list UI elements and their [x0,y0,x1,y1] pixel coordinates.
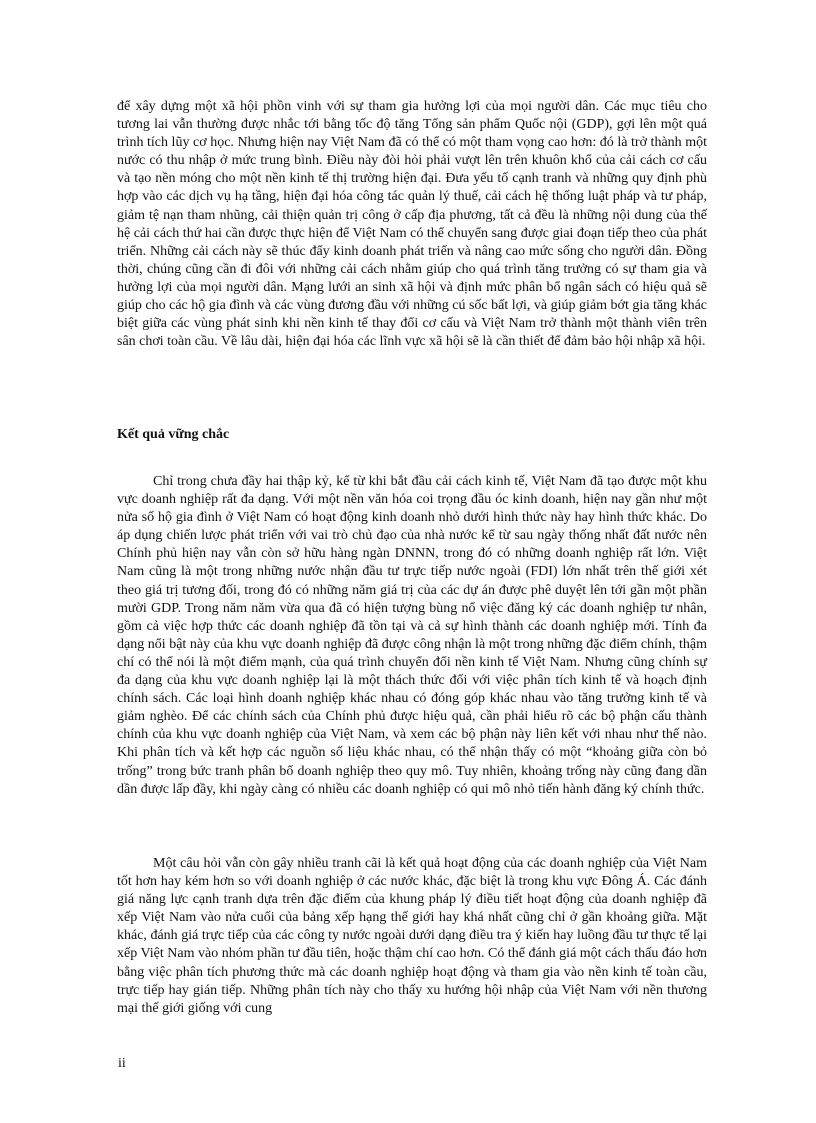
body-paragraph-1: Chỉ trong chưa đầy hai thập kỷ, kể từ khi bắt đầu cải cách kinh tế, Việt Nam đã tạo được một khu vực doanh nghiệp rất đa dạng. Với một nền văn hóa coi trọng đầu óc kinh doanh, hiện nay gần như một nửa số hộ gia đình ở Việt Nam có hoạt động kinh doanh nhỏ dưới hình thức này hay hình thức khác. Do áp dụng chiến lược phát triển với vai trò chủ đạo của nhà nước kể từ sau ngày thống nhất đất nước nên Chính phủ hiện nay vẫn còn sở hữu hàng ngàn DNNN, trong đó có những doanh nghiệp rất lớn. Việt Nam cũng là một trong những nước nhận đầu tư trực tiếp nước ngoài (FDI) lớn nhất trên thế giới xét theo giá trị tương đối, trong đó có những năm giá trị của các dự án được phê duyệt lên tới gần một phần mười GDP. Trong năm năm vừa qua đã có hiện tượng bùng nổ việc đăng ký các doanh nghiệp tư nhân, gồm cả việc hợp thức các doanh nghiệp đã tồn tại và cả sự hình thành các doanh nghiệp mới. Tính đa dạng nổi bật này của khu vực doanh nghiệp đã được công nhận là một trong những đặc điểm chính, thậm chí có thể nói là một điểm mạnh, của quá trình chuyển đổi nền kinh tế Việt Nam. Nhưng cũng chính sự đa dạng của khu vực doanh nghiệp lại là một thách thức đối với việc phân tích kinh tế và hoạch định chính sách. Các loại hình doanh nghiệp khác nhau có đóng góp khác nhau vào tăng trưởng kinh tế và giảm nghèo. Để các chính sách của Chính phủ được hiệu quả, cần phải hiểu rõ các bộ phận cấu thành chính của khu vực doanh nghiệp của Việt Nam, và xem các bộ phận này liên kết với nhau như thế nào. Khi phân tích và kết hợp các nguồn số liệu khác nhau, có thể nhận thấy có một “khoảng giữa còn bỏ trống” trong bức tranh phân bổ doanh nghiệp theo quy mô. Tuy nhiên, khoảng trống này cũng đang dần dần được lấp đầy, khi ngày càng có nhiều các doanh nghiệp có qui mô nhỏ tiến hành đăng ký chính thức. [117,474,707,797]
body-paragraph-2: Một câu hỏi vẫn còn gây nhiều tranh cãi là kết quả hoạt động của các doanh nghiệp của Việt Nam tốt hơn hay kém hơn so với doanh nghiệp ở các nước khác, đặc biệt là trong khu vực Đông Á. Các đánh giá năng lực cạnh tranh dựa trên đặc điểm của khung pháp lý điều tiết hoạt động của doanh nghiệp đã xếp Việt Nam vào nửa cuối của bảng xếp hạng thế giới hay khá nhất cũng chỉ ở gần khoảng giữa. Mặt khác, đánh giá trực tiếp của các công ty nước ngoài dưới dạng điều tra ý kiến hay luồng đầu tư thực tế lại xếp Việt Nam vào nhóm phần tư đầu tiên, hoặc thậm chí cao hơn. Có thể đánh giá một cách thấu đáo hơn bằng việc phân tích phương thức mà các doanh nghiệp hoạt động và tham gia vào nền kinh tế toàn cầu, trực tiếp hay gián tiếp. Những phân tích này cho thấy xu hướng hội nhập của Việt Nam với nền thương mại thế giới giống với cung [117,856,707,1016]
document-page [117,98,707,1098]
intro-paragraph: để xây dựng một xã hội phồn vinh với sự tham gia hưởng lợi của mọi người dân. Các mục tiêu cho tương lai vẫn thường được nhắc tới bằng tốc độ tăng Tổng sản phẩm Quốc nội (GDP), gợi lên một quá trình tích lũy cơ học. Nhưng hiện nay Việt Nam đã có thể có một tham vọng cao hơn: đó là trở thành một nước có thu nhập ở mức trung bình. Điều này đòi hỏi phải vượt lên trên khuôn khổ của cải cách cơ cấu và tạo nền móng cho một nền kinh tế thị trường hiện đại. Đưa yếu tố cạnh tranh và những quy định phù hợp vào các dịch vụ hạ tầng, hiện đại hóa công tác quản lý thuế, cải cách hệ thống luật pháp và tư pháp, giảm tệ nạn tham nhũng, cải thiện quản trị công ở cấp địa phương, tất cả đều là những nội dung của thế hệ cải cách thứ hai cần được thực hiện để Việt Nam có thể chuyển sang được giai đoạn tiếp theo của phát triển. Những cải cách này sẽ thúc đẩy kinh doanh phát triển và nâng cao mức sống cho người dân. Đồng thời, chúng cũng cần đi đôi với những cải cách nhằm giúp cho quá trình tăng trưởng có sự tham gia và hưởng lợi của mọi người dân. Mạng lưới an sinh xã hội và định mức phân bổ ngân sách có hiệu quả sẽ giúp cho các hộ gia đình và các vùng đương đầu với những cú sốc bất lợi, và giúp giảm bớt gia tăng khác biệt giữa các vùng phát sinh khi nền kinh tế thay đổi cơ cấu và Việt Nam trở thành một thành viên trên sân chơi toàn cầu. Về lâu dài, hiện đại hóa các lĩnh vực xã hội sẽ là cần thiết để đảm bảo hội nhập xã hội. [117,99,707,350]
page-number: ii [118,1056,126,1071]
section-heading: Kết quả vững chắc [117,427,230,442]
